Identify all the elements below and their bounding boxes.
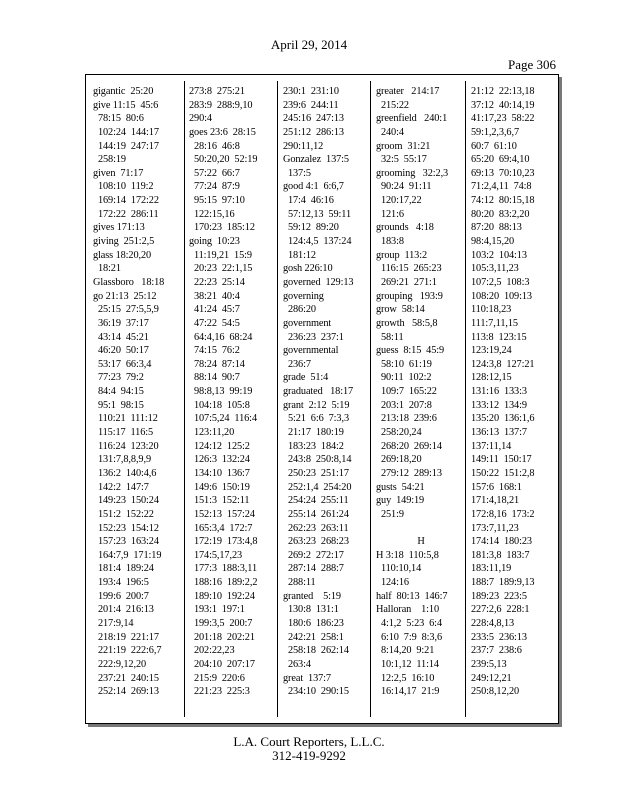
index-line: 121:6 [376,208,404,220]
index-line: 77:24 87:9 [189,181,240,193]
index-line: 110:21 111:12 [93,413,158,425]
index-line: guess 8:15 45:9 [376,345,445,357]
index-line: 290:11,12 [283,140,324,152]
index-line: governing [283,290,324,302]
index-line: 41:17,23 58:22 [471,113,535,125]
index-line: 95:1 98:15 [93,399,144,411]
index-line: 263:23 268:23 [283,536,349,548]
index-line: 90:24 91:11 [376,181,432,193]
index-line: 240:4 [376,126,404,138]
index-line: 58:11 [376,331,404,343]
index-line: graduated 18:17 [283,386,354,398]
index-line: 126:3 132:24 [189,454,250,466]
index-line: 43:14 45:21 [93,331,149,343]
index-line [376,522,466,536]
index-line: grounds 4:18 [376,222,434,234]
index-line: 53:17 66:3,4 [93,358,152,370]
index-column-text [93,85,183,699]
index-line: 245:16 247:13 [283,113,344,125]
index-line: 4:1,2 5:23 6:4 [376,617,442,629]
index-line: 287:14 288:7 [283,563,344,575]
index-line: 215:9 220:6 [189,672,245,684]
index-line: 12:2,5 16:10 [376,672,435,684]
index-line: 252:1,4 254:20 [283,481,352,493]
index-line: 189:10 192:24 [189,590,255,602]
index-line: 151:3 152:11 [189,495,250,507]
index-line: 144:19 247:17 [93,140,159,152]
index-line: 74:15 76:2 [189,345,240,357]
index-line: 258:20,24 [376,427,422,439]
index-line: 169:14 172:22 [93,195,159,207]
index-line: 157:6 168:1 [471,481,522,493]
index-line: 193:4 196:5 [93,577,149,589]
index-line: 189:23 223:5 [471,590,527,602]
index-line: 107:5,24 116:4 [189,413,257,425]
index-line: 172:22 286:11 [93,208,159,220]
index-column-2 [189,75,279,723]
index-line: 78:15 80:6 [93,113,144,125]
index-line: 133:12 134:9 [471,399,527,411]
index-line: go 21:13 25:12 [93,290,157,302]
index-line: government [283,317,332,329]
index-line: 262:23 263:11 [283,522,349,534]
index-line: granted 5:19 [283,590,341,602]
index-line: 5:21 6:6 7:3,3 [283,413,349,425]
index-line: 283:9 288:9,10 [189,99,253,111]
index-line: 135:20 136:1,6 [471,413,535,425]
index-line: 111:7,11,15 [471,317,518,329]
index-line: 113:8 123:15 [471,331,527,343]
index-line: 268:20 269:14 [376,440,442,452]
index-line: 149:6 150:19 [189,481,250,493]
index-line: 90:11 102:2 [376,372,432,384]
index-column-text [283,85,373,699]
index-line: 170:23 185:12 [189,222,255,234]
index-line: Gonzalez 137:5 [283,154,349,166]
index-line: 104:18 105:8 [189,399,250,411]
index-line: 290:4 [189,113,212,125]
column-divider [184,81,185,717]
footer [0,735,618,763]
index-line: 199:3,5 200:7 [189,617,253,629]
index-line: 115:17 116:5 [93,427,154,439]
index-line: 95:15 97:10 [189,195,245,207]
index-line: 50:20,20 52:19 [189,154,258,166]
index-line: grooming 32:2,3 [376,167,449,179]
index-line: governmental [283,345,339,357]
index-line: 124:3,8 127:21 [471,358,535,370]
index-line: group 113:2 [376,249,428,261]
index-line: 108:20 109:13 [471,290,532,302]
index-line: 22:23 25:14 [189,276,245,288]
index-line: 181:3,8 183:7 [471,549,530,561]
index-line: 124:16 [376,577,409,589]
index-line: 120:17,22 [376,195,422,207]
index-line: 58:10 61:19 [376,358,432,370]
index-line: gives 171:13 [93,222,145,234]
index-line: 8:14,20 9:21 [376,645,435,657]
index-line: 251:9 [376,508,404,520]
index-line: 110:18,23 [471,304,512,316]
index-line: 137:11,14 [471,440,512,452]
index-line: 84:4 94:15 [93,386,144,398]
index-line: 234:10 290:15 [283,686,349,698]
index-line: 25:15 27:5,5,9 [93,304,159,316]
index-line: 57:22 66:7 [189,167,240,179]
index-line: 128:12,15 [471,372,512,384]
index-line: 201:4 216:13 [93,604,154,616]
index-line: 131:16 133:3 [471,386,527,398]
index-line: 174:14 180:23 [471,536,532,548]
index-line: gigantic 25:20 [93,86,154,97]
index-line: 105:3,11,23 [471,263,519,275]
index-column-text [471,85,557,699]
index-line: 47:22 54:5 [189,317,240,329]
index-line: 122:15,16 [189,208,235,220]
index-line: 202:22,23 [189,645,235,657]
footer-company: L.A. Court Reporters, L.L.C. [233,734,385,749]
index-line: 250:23 251:17 [283,467,349,479]
index-line: 215:22 [376,99,409,111]
index-line: 98:4,15,20 [471,236,515,248]
column-divider [370,81,371,717]
index-line: 124:12 125:2 [189,440,250,452]
index-line: 204:10 207:17 [189,658,255,670]
index-line: grade 51:4 [283,372,329,384]
index-line: 286:20 [283,304,316,316]
index-line: 60:7 61:10 [471,140,517,152]
index-line: 258:18 262:14 [283,645,349,657]
index-column-5 [471,75,557,723]
index-line: 130:8 131:1 [283,604,339,616]
index-line: 21:12 22:13,18 [471,86,535,97]
index-line: given 71:17 [93,167,144,179]
column-divider [465,81,466,717]
index-line: 65:20 69:4,10 [471,154,530,166]
index-column-text [189,85,279,699]
index-column-1 [93,75,183,723]
index-line: 36:19 37:17 [93,317,149,329]
index-line: 123:11,20 [189,427,235,439]
index-line: gusts 54:21 [376,481,425,493]
index-line: 249:12,21 [471,672,512,684]
index-line: 188:16 189:2,2 [189,577,258,589]
index-line: 17:4 46:16 [283,195,334,207]
index-line: 164:7,9 171:19 [93,549,162,561]
index-line: 252:14 269:13 [93,686,159,698]
index-line: 59:1,2,3,6,7 [471,126,519,138]
index-line: 269:18,20 [376,454,422,466]
index-line: 16:14,17 21:9 [376,686,440,698]
index-line: 201:18 202:21 [189,631,255,643]
index-line: gosh 226:10 [283,263,333,275]
index-line: 242:21 258:1 [283,631,344,643]
index-line: giving 251:2,5 [93,236,155,248]
index-frame [85,74,559,724]
index-line: 255:14 261:24 [283,508,349,520]
index-line: 37:12 40:14,19 [471,99,535,111]
index-line: H 3:18 110:5,8 [376,549,439,561]
index-line: 230:1 231:10 [283,86,339,97]
index-line: 149:23 150:24 [93,495,159,507]
index-line: 183:23 184:2 [283,440,344,452]
index-line: 203:1 207:8 [376,399,432,411]
index-line: 288:11 [283,577,316,589]
index-column-3 [283,75,373,723]
index-line: 137:5 [283,167,311,179]
index-line: 183:11,19 [471,563,512,575]
index-line: grow 58:14 [376,304,425,316]
index-line: 69:13 70:10,23 [471,167,535,179]
index-line: 38:21 40:4 [189,290,240,302]
index-line: 28:16 46:8 [189,140,240,152]
index-line: 18:21 [93,263,121,275]
index-line: 98:8,13 99:19 [189,386,253,398]
index-line: 77:23 79:2 [93,372,144,384]
index-line: 183:8 [376,236,404,248]
index-line: governed 129:13 [283,276,354,288]
index-line: 134:10 136:7 [189,467,250,479]
index-line: 236:23 237:1 [283,331,344,343]
index-line: 227:2,6 228:1 [471,604,530,616]
index-line: 228:4,8,13 [471,617,515,629]
index-line: 171:4,18,21 [471,495,520,507]
index-line: 236:7 [283,358,311,370]
index-line: grouping 193:9 [376,290,443,302]
index-line: 213:18 239:6 [376,413,437,425]
index-line: 237:21 240:15 [93,672,159,684]
index-line: 41:24 45:7 [189,304,240,316]
index-line: 102:24 144:17 [93,126,159,138]
index-line: Halloran 1:10 [376,604,440,616]
index-line: 177:3 188:3,11 [189,563,257,575]
index-line: 180:6 186:23 [283,617,344,629]
index-line: 149:11 150:17 [471,454,532,466]
index-line: 150:22 151:2,8 [471,467,535,479]
index-line: 193:1 197:1 [189,604,245,616]
page-number: Page 306 [507,57,556,72]
footer-phone: 312-419-9292 [272,748,346,763]
index-line: half 80:13 146:7 [376,590,448,602]
index-line: 172:19 173:4,8 [189,536,258,548]
index-line: 217:9,14 [93,617,134,629]
index-line: 233:5 236:13 [471,631,527,643]
index-line: greater 214:17 [376,86,440,97]
index-line: 173:7,11,23 [471,522,519,534]
index-line: 57:12,13 59:11 [283,208,351,220]
index-line: 6:10 7:9 8:3,6 [376,631,442,643]
index-line: going 10:23 [189,236,240,248]
index-line: 46:20 50:17 [93,345,149,357]
index-line: 239:5,13 [471,658,507,670]
index-line: 142:2 147:7 [93,481,149,493]
index-line: 32:5 55:17 [376,154,427,166]
index-line: 64:4,16 68:24 [189,331,253,343]
index-line: 136:13 137:7 [471,427,527,439]
index-line: 188:7 189:9,13 [471,577,535,589]
index-line: greenfield 240:1 [376,113,448,125]
index-line: 199:6 200:7 [93,590,149,602]
index-line: growth 58:5,8 [376,317,438,329]
index-column-text [376,85,466,699]
index-line: 152:13 157:24 [189,508,255,520]
index-line: grant 2:12 5:19 [283,399,350,411]
index-line: 237:7 238:6 [471,645,522,657]
index-line: 254:24 255:11 [283,495,349,507]
index-line: 165:3,4 172:7 [189,522,253,534]
index-line: 250:8,12,20 [471,686,520,698]
index-line: 222:9,12,20 [93,658,147,670]
index-line: 123:19,24 [471,345,512,357]
index-line: 87:20 88:13 [471,222,522,234]
index-line: 124:4,5 137:24 [283,236,352,248]
index-line: great 137:7 [283,672,331,684]
column-divider [277,81,278,717]
index-line: 243:8 250:8,14 [283,454,352,466]
index-line: H [417,536,425,548]
index-line: 21:17 180:19 [283,427,344,439]
index-line: 263:4 [283,658,311,670]
index-line: 152:23 154:12 [93,522,159,534]
index-line: 218:19 221:17 [93,631,159,643]
index-line: 174:5,17,23 [189,549,243,561]
index-line: 110:10,14 [376,563,422,575]
index-line: 116:24 123:20 [93,440,159,452]
index-line: 11:19,21 15:9 [189,249,252,261]
index-line: 78:24 87:14 [189,358,245,370]
index-line: 136:2 140:4,6 [93,467,157,479]
index-line: 181:12 [283,249,316,261]
index-column-4 [376,75,466,723]
index-line: 116:15 265:23 [376,263,442,275]
index-line: 103:2 104:13 [471,249,527,261]
transcript-date: April 29, 2014 [270,37,348,52]
index-line: 131:7,8,8,9,9 [93,454,151,466]
index-line: 88:14 90:7 [189,372,240,384]
index-line: 221:23 225:3 [189,686,250,698]
index-line: 20:23 22:1,15 [189,263,253,275]
index-line: 181:4 189:24 [93,563,154,575]
index-line: 269:2 272:17 [283,549,344,561]
index-line: 107:2,5 108:3 [471,276,530,288]
index-line: 269:21 271:1 [376,276,437,288]
index-line: Glassboro 18:18 [93,276,165,288]
index-line: 221:19 222:6,7 [93,645,162,657]
index-line: glass 18:20,20 [93,249,152,261]
index-line: groom 31:21 [376,140,431,152]
index-line: goes 23:6 28:15 [189,126,256,138]
index-line: 151:2 152:22 [93,508,154,520]
index-line: 273:8 275:21 [189,86,245,97]
index-line: 279:12 289:13 [376,467,442,479]
index-line: guy 149:19 [376,495,425,507]
index-line: 109:7 165:22 [376,386,437,398]
index-line: 80:20 83:2,20 [471,208,530,220]
index-line: 74:12 80:15,18 [471,195,535,207]
index-line: 258:19 [93,154,126,166]
index-line: good 4:1 6:6,7 [283,181,344,193]
index-line: 251:12 286:13 [283,126,344,138]
index-line: 157:23 163:24 [93,536,159,548]
index-line: 10:1,12 11:14 [376,658,439,670]
index-line: give 11:15 45:6 [93,99,159,111]
index-line: 71:2,4,11 74:8 [471,181,532,193]
index-line: 239:6 244:11 [283,99,339,111]
index-line: 172:8,16 173:2 [471,508,535,520]
index-line: 108:10 119:2 [93,181,154,193]
index-line: 59:12 89:20 [283,222,339,234]
